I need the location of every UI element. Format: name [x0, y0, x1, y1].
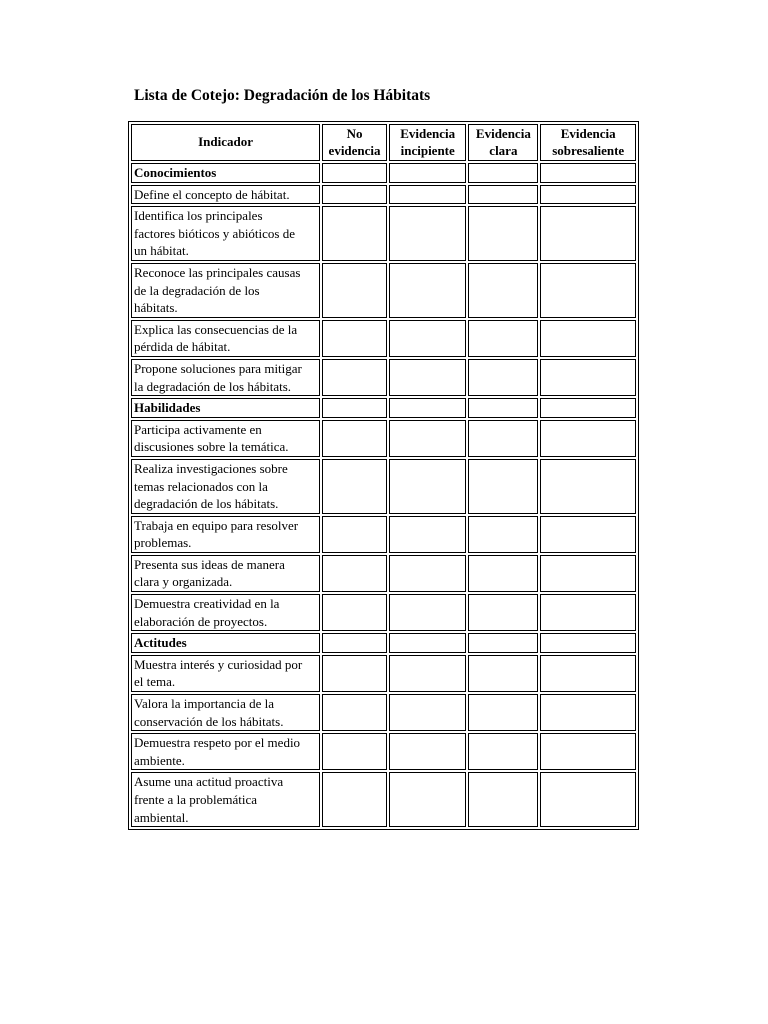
- section-empty-cell: [468, 163, 538, 183]
- check-cell-clear-evidence[interactable]: [468, 185, 538, 205]
- indicator-line: Reconoce las principales causas: [134, 264, 301, 280]
- header-incipient-evidence-line1: Evidencia: [400, 126, 456, 141]
- header-clear-evidence-line1: Evidencia: [475, 126, 531, 141]
- check-cell-incipient-evidence[interactable]: [389, 655, 466, 692]
- check-cell-clear-evidence[interactable]: [468, 555, 538, 592]
- section-empty-cell: [322, 398, 387, 418]
- indicator-line: Identifica los principales: [134, 208, 263, 224]
- indicator-text: [131, 263, 320, 318]
- indicator-text: [131, 733, 320, 770]
- check-cell-no-evidence[interactable]: [322, 516, 387, 553]
- check-cell-outstanding-evidence[interactable]: [540, 320, 636, 357]
- header-incipient-evidence-line2: incipiente: [400, 142, 455, 158]
- check-cell-incipient-evidence[interactable]: [389, 206, 466, 261]
- indicator-row: [131, 420, 636, 457]
- page-title: Lista de Cotejo: Degradación de los Hábitats: [134, 87, 431, 104]
- check-cell-clear-evidence[interactable]: [468, 263, 538, 318]
- header-incipient-evidence: [389, 124, 466, 161]
- check-cell-no-evidence[interactable]: [322, 733, 387, 770]
- check-cell-no-evidence[interactable]: [322, 206, 387, 261]
- section-empty-cell: [389, 398, 466, 418]
- indicator-line: de la degradación de los: [134, 282, 260, 298]
- check-cell-incipient-evidence[interactable]: [389, 694, 466, 731]
- indicator-row: [131, 459, 636, 514]
- check-cell-no-evidence[interactable]: [322, 594, 387, 631]
- check-cell-no-evidence[interactable]: [322, 185, 387, 205]
- header-no-evidence-line1: No: [346, 126, 363, 141]
- header-outstanding-evidence: [540, 124, 636, 161]
- check-cell-no-evidence[interactable]: [322, 555, 387, 592]
- indicator-line: Muestra interés y curiosidad por: [134, 656, 303, 672]
- section-empty-cell: [322, 633, 387, 653]
- section-row: [131, 163, 636, 183]
- indicator-line: frente a la problemática: [134, 792, 258, 807]
- indicator-line: ambiente.: [134, 752, 185, 768]
- check-cell-no-evidence[interactable]: [322, 320, 387, 357]
- header-clear-evidence: [468, 124, 538, 161]
- indicator-line: hábitats.: [134, 300, 178, 316]
- indicator-line: Asume una actitud proactiva: [134, 774, 284, 790]
- check-cell-clear-evidence[interactable]: [468, 459, 538, 514]
- check-cell-outstanding-evidence[interactable]: [540, 555, 636, 592]
- check-cell-incipient-evidence[interactable]: [389, 733, 466, 770]
- check-cell-no-evidence[interactable]: [322, 459, 387, 514]
- check-cell-incipient-evidence[interactable]: [389, 320, 466, 357]
- check-cell-incipient-evidence[interactable]: [389, 459, 466, 514]
- check-cell-outstanding-evidence[interactable]: [540, 733, 636, 770]
- indicator-row: [131, 772, 636, 827]
- check-cell-no-evidence[interactable]: [322, 694, 387, 731]
- indicator-row: [131, 694, 636, 731]
- check-cell-outstanding-evidence[interactable]: [540, 694, 636, 731]
- section-empty-cell: [468, 633, 538, 653]
- indicator-line: Explica las consecuencias de la: [134, 321, 298, 337]
- header-clear-evidence-line2: clara: [489, 142, 518, 158]
- section-empty-cell: [540, 163, 636, 183]
- indicator-line: la degradación de los hábitats.: [134, 378, 292, 394]
- check-cell-outstanding-evidence[interactable]: [540, 185, 636, 205]
- indicator-line: factores bióticos y abióticos de: [134, 225, 296, 241]
- check-cell-no-evidence[interactable]: [322, 420, 387, 457]
- indicator-row: [131, 733, 636, 770]
- section-empty-cell: [389, 633, 466, 653]
- checklist-table: [128, 121, 639, 830]
- indicator-line: clara y organizada.: [134, 574, 233, 590]
- section-empty-cell: [468, 398, 538, 418]
- indicator-text: [131, 655, 320, 692]
- checklist-body: [131, 163, 636, 827]
- header-no-evidence: [322, 124, 387, 161]
- indicator-line: Trabaja en equipo para resolver: [134, 517, 299, 533]
- indicator-row: [131, 516, 636, 553]
- header-row: [131, 124, 636, 161]
- indicator-row: [131, 655, 636, 692]
- check-cell-incipient-evidence[interactable]: [389, 359, 466, 396]
- indicator-text: [131, 320, 320, 357]
- indicator-line: Demuestra respeto por el medio: [134, 735, 301, 751]
- indicator-text: [131, 459, 320, 514]
- indicator-line: temas relacionados con la: [134, 478, 268, 494]
- indicator-line: Valora la importancia de la: [134, 696, 275, 712]
- header-no-evidence-line2: evidencia: [328, 142, 381, 158]
- section-empty-cell: [540, 398, 636, 418]
- indicator-line: Demuestra creatividad en la: [134, 596, 280, 612]
- indicator-text: [131, 185, 320, 205]
- indicator-text: [131, 594, 320, 631]
- check-cell-outstanding-evidence[interactable]: [540, 655, 636, 692]
- check-cell-incipient-evidence[interactable]: [389, 555, 466, 592]
- indicator-text: [131, 420, 320, 457]
- section-empty-cell: [540, 633, 636, 653]
- check-cell-outstanding-evidence[interactable]: [540, 206, 636, 261]
- indicator-line: Propone soluciones para mitigar: [134, 360, 302, 376]
- indicator-line: problemas.: [134, 535, 192, 551]
- check-cell-clear-evidence[interactable]: [468, 359, 538, 396]
- indicator-line: pérdida de hábitat.: [134, 339, 231, 355]
- section-row: [131, 633, 636, 653]
- indicator-row: [131, 320, 636, 357]
- indicator-line: Realiza investigaciones sobre: [134, 460, 288, 476]
- header-outstanding-evidence-line2: sobresaliente: [552, 142, 625, 158]
- indicator-text: [131, 694, 320, 731]
- check-cell-no-evidence[interactable]: [322, 263, 387, 318]
- check-cell-clear-evidence[interactable]: [468, 516, 538, 553]
- indicator-row: [131, 555, 636, 592]
- check-cell-no-evidence[interactable]: [322, 772, 387, 827]
- check-cell-incipient-evidence[interactable]: [389, 263, 466, 318]
- section-empty-cell: [389, 163, 466, 183]
- header-outstanding-evidence-line1: Evidencia: [560, 126, 616, 141]
- check-cell-no-evidence[interactable]: [322, 655, 387, 692]
- check-cell-outstanding-evidence[interactable]: [540, 359, 636, 396]
- indicator-line: discusiones sobre la temática.: [134, 439, 289, 455]
- check-cell-clear-evidence[interactable]: [468, 655, 538, 692]
- indicator-row: [131, 359, 636, 396]
- indicator-text: [131, 772, 320, 827]
- indicator-row: [131, 263, 636, 318]
- check-cell-outstanding-evidence[interactable]: [540, 459, 636, 514]
- check-cell-outstanding-evidence[interactable]: [540, 772, 636, 827]
- check-cell-clear-evidence[interactable]: [468, 772, 538, 827]
- check-cell-clear-evidence[interactable]: [468, 420, 538, 457]
- check-cell-clear-evidence[interactable]: [468, 694, 538, 731]
- header-indicator: Indicador: [131, 124, 320, 161]
- section-name: Conocimientos: [131, 163, 320, 183]
- check-cell-outstanding-evidence[interactable]: [540, 516, 636, 553]
- indicator-row: [131, 206, 636, 261]
- check-cell-incipient-evidence[interactable]: [389, 185, 466, 205]
- indicator-line: Presenta sus ideas de manera: [134, 556, 285, 572]
- indicator-text: [131, 555, 320, 592]
- indicator-line: Participa activamente en: [134, 421, 262, 437]
- check-cell-no-evidence[interactable]: [322, 359, 387, 396]
- section-name: Habilidades: [131, 398, 320, 418]
- indicator-line: ambiental.: [134, 809, 189, 825]
- section-row: [131, 398, 636, 418]
- indicator-line: el tema.: [134, 674, 176, 690]
- indicator-line: Define el concepto de hábitat.: [134, 186, 290, 202]
- check-cell-outstanding-evidence[interactable]: [540, 263, 636, 318]
- indicator-text: [131, 359, 320, 396]
- section-empty-cell: [322, 163, 387, 183]
- check-cell-outstanding-evidence[interactable]: [540, 594, 636, 631]
- check-cell-clear-evidence[interactable]: [468, 320, 538, 357]
- indicator-line: degradación de los hábitats.: [134, 496, 279, 512]
- check-cell-clear-evidence[interactable]: [468, 594, 538, 631]
- indicator-text: [131, 206, 320, 261]
- indicator-line: elaboración de proyectos.: [134, 613, 268, 629]
- check-cell-clear-evidence[interactable]: [468, 206, 538, 261]
- check-cell-incipient-evidence[interactable]: [389, 772, 466, 827]
- section-name: Actitudes: [131, 633, 320, 653]
- check-cell-incipient-evidence[interactable]: [389, 516, 466, 553]
- indicator-row: [131, 185, 636, 205]
- check-cell-incipient-evidence[interactable]: [389, 594, 466, 631]
- indicator-line: un hábitat.: [134, 243, 189, 259]
- check-cell-incipient-evidence[interactable]: [389, 420, 466, 457]
- indicator-text: [131, 516, 320, 553]
- check-cell-clear-evidence[interactable]: [468, 733, 538, 770]
- check-cell-outstanding-evidence[interactable]: [540, 420, 636, 457]
- indicator-row: [131, 594, 636, 631]
- indicator-line: conservación de los hábitats.: [134, 713, 284, 729]
